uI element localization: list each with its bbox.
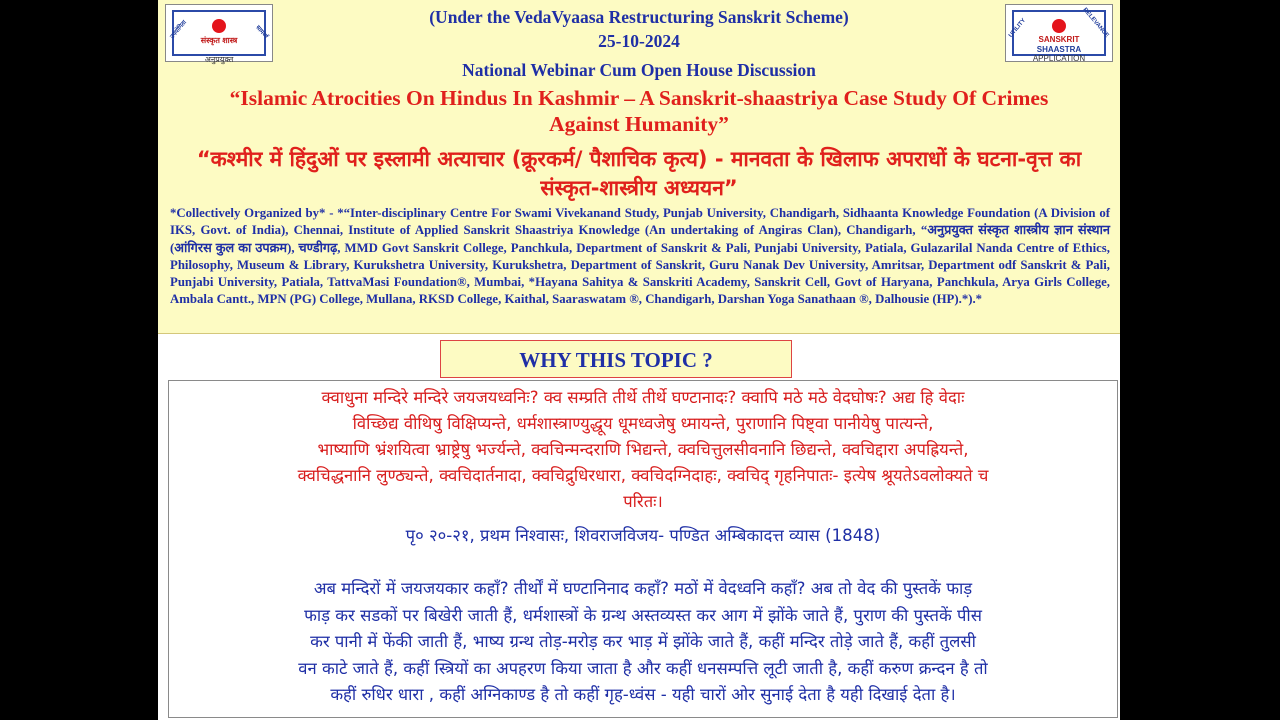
sanskrit-line: विच्छिद्य वीथिषु विक्षिप्यन्ते, धर्मशास्त्राण्युद्धूय धूमध्वजेषु ध्मायन्ते, पुराणानि पिष्ट्वा पानीयेषु पात्यन्ते, [352,414,934,433]
organizers-text: *Collectively Organized by* - *“Inter-disciplinary Centre For Swami Vivekanand Study, Punjab University, Chandigarh, Sidhaanta Knowledge Foundation (A Division of IKS, Govt. of India), Chennai, Institute of Applied Sanskrit Shaastriya Knowledge (An undertaking of Angiras Clan), Chandigarh, “अनुप्रयुक्त संस्कृत शास्त्रीय ज्ञान संस्थान (आंगिरस कुल का उपक्रम), चण्डीगढ़, MMD Govt Sanskrit College, Panchkula, Department of Sanskrit & Pali, Punjabi University, Patiala, Gulazarilal Nanda Centre of Ethics, Philosophy, Museum & Library, Kurukshetra University, Kurukshetra, Department of Sanskrit, Guru Nanak Dev University, Amritsar, Department odf Sanskrit & Pali, Punjabi University, Patiala, TattvaMasi Foundation®, Mumbai, *Hayana Sahitya & Sanskriti Academy, Sanskrit Cell, Govt of Haryana, Panchkula, Arya Girls College, Ambala Cantt., MPN (PG) College, Mullana, RKSD College, Kaithal, Saaraswatam ®, Chandigarh, Darshan Yoga Sanathaan ®, Dalhousie (HP).*).* [170,206,1110,307]
title-hindi: “कश्मीर में हिंदुओं पर इस्लामी अत्याचार (क्रूरकर्म/ पैशाचिक कृत्य) - मानवता के खिलाफ अपराधों के घटना-वृत्त का संस्कृत-शास्त्रीय अध्ययन” [196,147,1082,200]
why-this-topic-heading: WHY THIS TOPIC ? [440,340,792,378]
hindi-line: फाड़ कर सडकों पर बिखेरी जाती हैं, धर्मशास्त्रों के ग्रन्थ अस्तव्यस्त कर आग में झोंके जाते हैं, पुराण की पुस्तकें पीस [304,605,982,625]
sanskrit-shastra-logo-left: संस्कृत शास्त्र अनुप्रयुक्त उपयोगिता सामर्थ्य [165,4,273,62]
scheme-line: (Under the VedaVyaasa Restructuring Sanskrit Scheme) [429,7,849,27]
event-type: National Webinar Cum Open House Discussion [462,60,816,80]
hindi-line: कर पानी में फेंकी जाती हैं, भाष्य ग्रन्थ तोड़-मरोड़ कर भाड़ में झोंके जाते हैं, कहीं मन्दिर तोड़े जाते हैं, कहीं तुलसी [310,632,976,651]
event-date: 25-10-2024 [598,31,680,51]
sanskrit-line: भाष्याणि भ्रंशयित्वा भ्राष्ट्रेषु भर्ज्यन्ते, क्वचिन्मन्दराणि भिद्यन्ते, क्वचित्तुलसीवनानि छिद्यन्ते, क्वचिद्दारा अपह्रियन्ते, [317,440,969,459]
hindi-line: कहीं रुधिर धारा , कहीं अग्निकाण्ड है तो कहीं गृह-ध्वंस - यही चारों ओर सुनाई देता है यही दिखाई देता है। [330,685,956,704]
hindi-line: अब मन्दिरों में जयजयकार कहाँ? तीर्थों में घण्टानिनाद कहाँ? मठों में वेदध्वनि कहाँ? अब तो वेद की पुस्तकें फाड़ [313,579,973,598]
sanskrit-line: क्वचिद्धनानि लुण्ठ्यन्ते, क्वचिदार्तनादा, क्वचिद्रुधिरधारा, क्वचिदग्निदाहः, क्वचिद् गृहनिपातः- इत्येष श्रूयतेऽवलोक्यते च [297,466,989,485]
sanskrit-quote [181,385,1105,515]
sanskrit-line: क्वाधुना मन्दिरे मन्दिरे जयजयध्वनिः? क्व सम्प्रति तीर्थे तीर्थे घण्टानादः? क्वापि मठे मठे वेदघोषः? अद्य हि वेदाः [321,388,965,407]
quote-box [168,380,1118,718]
hindi-line: वन काटे जाते हैं, कहीं स्त्रियों का अपहरण किया जाता है और कहीं धनसम्पत्ति लूटी जाती है, कहीं करुण क्रन्दन है तो [298,658,988,678]
citation: पृ० २०-२१, प्रथम निश्वासः, शिवराजविजय- पण्डित अम्बिकादत्त व्यास (1848) [405,526,881,545]
hindi-translation [179,576,1107,709]
sanskrit-shastra-logo-right: SANSKRIT SHAASTRA APPLICATION UTILITY RELEVANCE [1005,4,1113,62]
sanskrit-line: परितः। [623,492,663,511]
header-banner [158,0,1120,334]
title-english: “Islamic Atrocities On Hindus In Kashmir – A Sanskrit-shaastriya Case Study Of Crimes Against Humanity” [229,86,1049,136]
